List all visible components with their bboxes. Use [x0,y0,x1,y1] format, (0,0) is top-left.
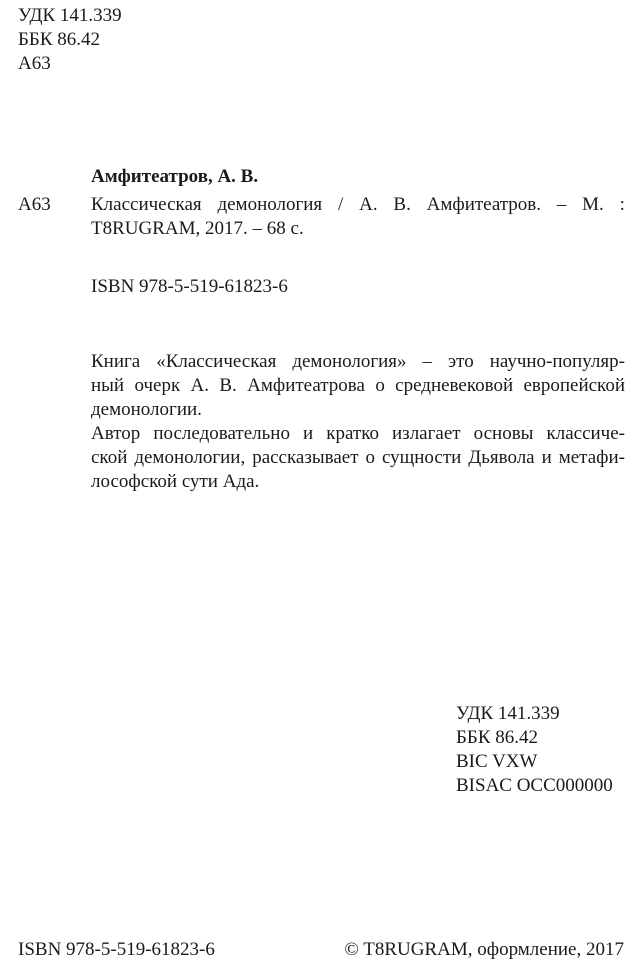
author-heading: Амфитеатров, А. В. [91,166,259,187]
annotation-p1-line-1 [91,350,625,374]
annotation-p2-line-2 [91,446,625,470]
word: Амфитеатрова [247,375,365,396]
word: о [375,375,385,396]
word: и [303,423,314,444]
word: ный [91,375,125,396]
word: европейской [523,375,625,396]
bbk-code: ББК 86.42 [18,29,100,50]
isbn-record: ISBN 978-5-519-61823-6 [91,276,288,297]
top-classification-codes [18,4,122,76]
udk-code: УДК 141.339 [18,5,122,26]
word: демонологии, [134,447,246,468]
word: сущности [381,447,462,468]
word: классиче- [546,423,625,444]
biblio-line-1 [91,193,625,217]
classification-codes-block [456,702,613,798]
word: метафи- [558,447,625,468]
word: рассказывает [252,447,359,468]
word: Амфитеатров. [426,194,542,215]
word: М. [582,194,604,215]
bic-code: BIC VXW [456,751,538,772]
word: последовательно [153,423,290,444]
footer-copyright: © T8RUGRAM, оформление, 2017 [344,939,624,960]
word: ской [91,447,128,468]
word: Дьявола [468,447,535,468]
word: / [338,194,344,215]
word: очерк [134,375,181,396]
word: научно-популяр- [489,351,625,372]
word: основы [473,423,534,444]
word: Книга [91,351,141,372]
word: В. [393,194,411,215]
word: «Классическая [156,351,277,372]
word: Автор [91,423,141,444]
word: – [422,351,433,372]
word: это [448,351,474,372]
word: А. [359,194,378,215]
bibliographic-description [91,193,625,241]
annotation-p1-line-2 [91,374,625,398]
author-index: А63 [18,53,51,74]
biblio-line-2: T8RUGRAM, 2017. – 68 с. [91,218,304,239]
word: демонология» [292,351,407,372]
word: В. [219,375,237,396]
word: демонология [217,194,323,215]
word: о [365,447,375,468]
annotation-p1-line-3: демонологии. [91,399,202,420]
record-author-index: А63 [18,194,51,215]
word: А. [190,375,210,396]
footer-isbn: ISBN 978-5-519-61823-6 [18,939,215,960]
word: Классическая [91,194,202,215]
annotation-p2-line-1 [91,422,625,446]
annotation [91,350,625,494]
word: : [619,194,625,215]
word: кратко [326,423,379,444]
word: средневековой [395,375,514,396]
udk-code-right: УДК 141.339 [456,703,560,724]
bbk-code-right: ББК 86.42 [456,727,538,748]
bisac-code: BISAC OCC000000 [456,775,613,796]
annotation-p2-line-3: лософской сути Ада. [91,471,260,492]
word: излагает [392,423,461,444]
word: и [541,447,552,468]
word: – [556,194,567,215]
